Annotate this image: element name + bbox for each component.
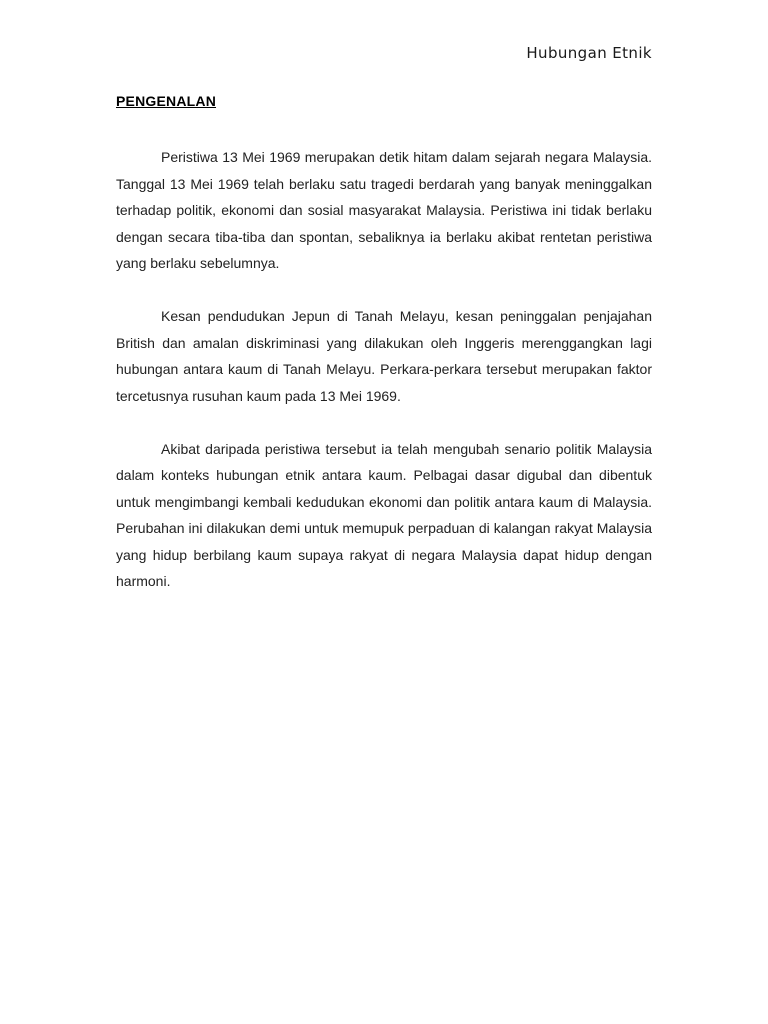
running-header-title: Hubungan Etnik	[526, 44, 652, 62]
paragraph-3: Akibat daripada peristiwa tersebut ia telah mengubah senario politik Malaysia dalam konteks hubungan etnik antara kaum. Pelbagai dasar digubal dan dibentuk untuk mengimbangi kembali kedudukan ekonomi dan politik antara kaum di Malaysia. Perubahan ini dilakukan demi untuk memupuk perpaduan di kalangan rakyat Malaysia yang hidup berbilang kaum supaya rakyat di negara Malaysia dapat hidup dengan harmoni.	[116, 440, 652, 589]
paragraph-1: Peristiwa 13 Mei 1969 merupakan detik hitam dalam sejarah negara Malaysia. Tanggal 13 Mei 1969 telah berlaku satu tragedi berdarah yang banyak meninggalkan terhadap politik, ekonomi dan sosial masyarakat Malaysia. Peristiwa ini tidak berlaku dengan secara tiba-tiba dan spontan, sebaliknya ia berlaku akibat rentetan peristiwa yang berlaku sebelumnya.	[116, 149, 652, 271]
section-heading: PENGENALAN	[116, 93, 217, 109]
paragraph-2: Kesan pendudukan Jepun di Tanah Melayu, kesan peninggalan penjajahan British dan amalan diskriminasi yang dilakukan oleh Inggeris merenggangkan lagi hubungan antara kaum di Tanah Melayu. Perkara-perkara tersebut merupakan faktor tercetusnya rusuhan kaum pada 13 Mei 1969.	[116, 308, 652, 404]
body-text	[116, 144, 652, 621]
